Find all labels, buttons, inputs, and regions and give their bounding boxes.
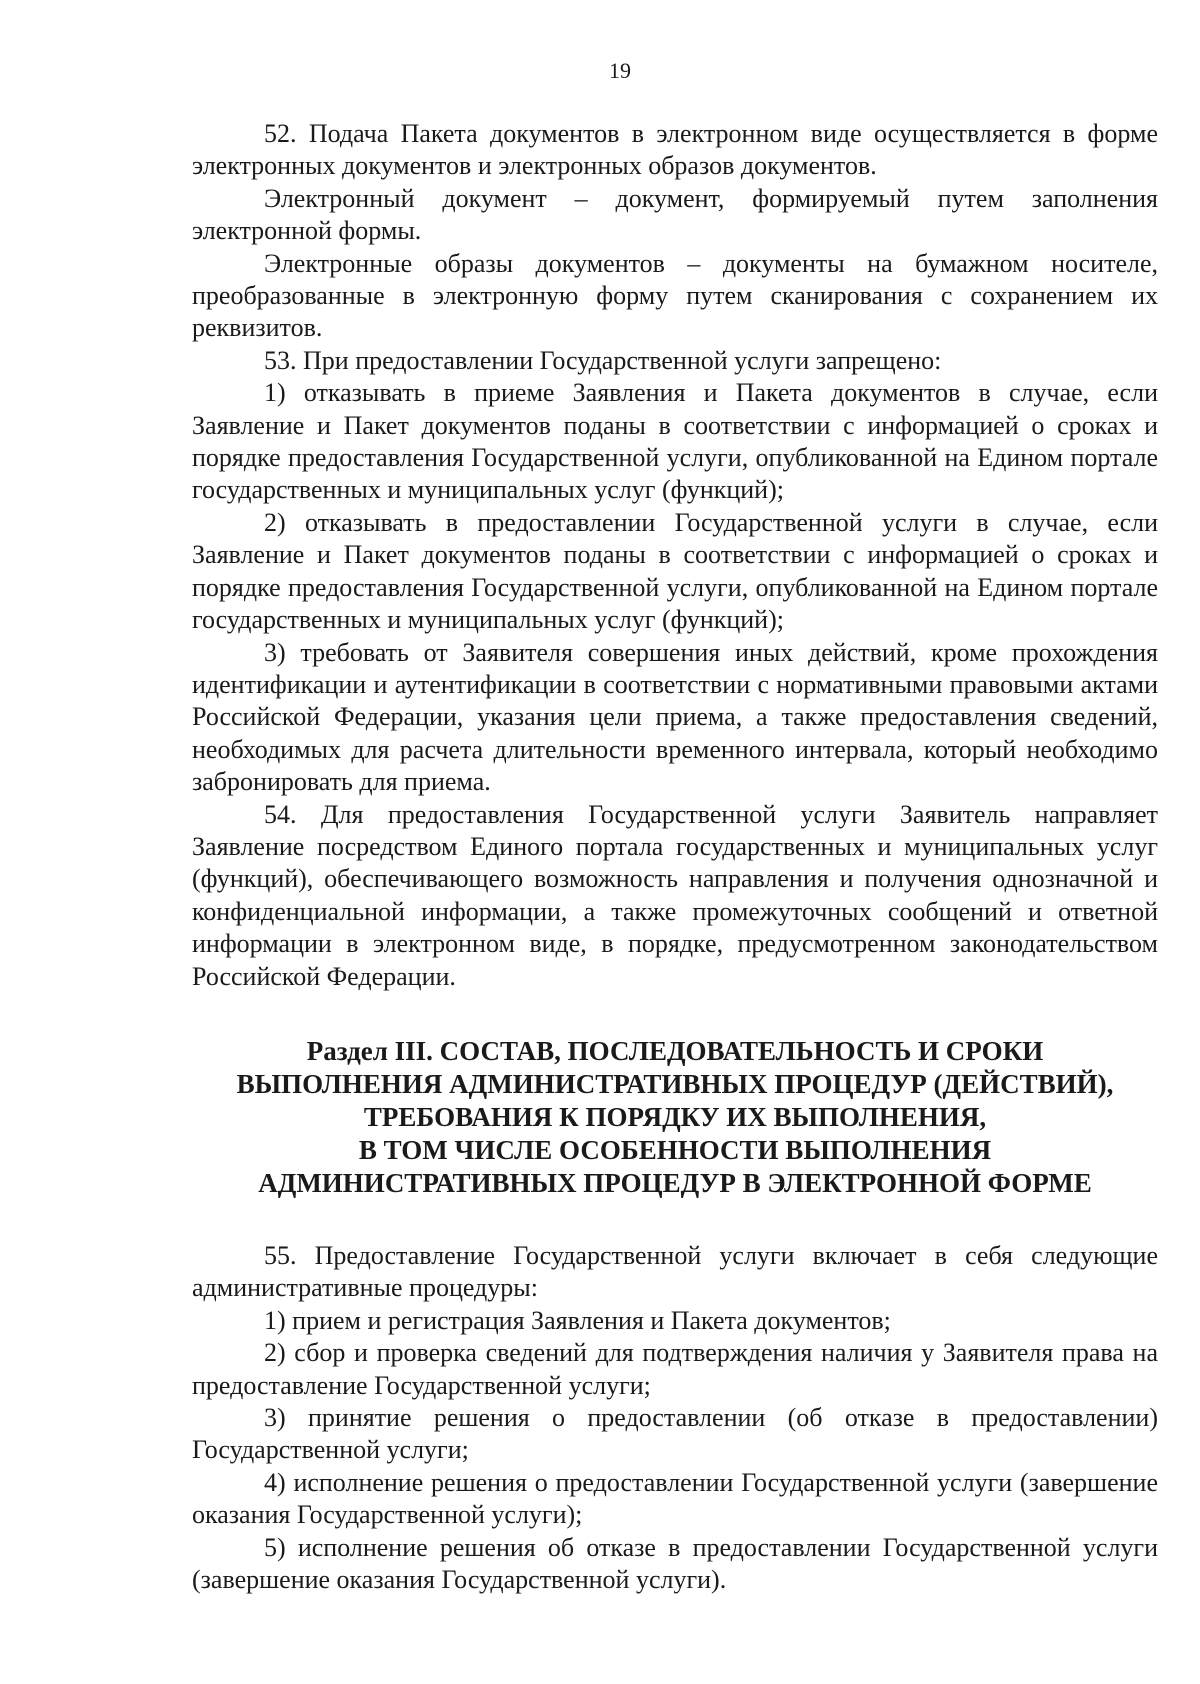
list-item-53-1: 1) отказывать в приеме Заявления и Пакета документов в случае, если Заявление и Пакет документов поданы в соответствии с информацией о сроках и порядке предоставления Государственной услуги, опубликованной на Едином портале государственных и муниципальных услуг (функций); <box>192 378 1158 505</box>
list-item-55-1: 1) прием и регистрация Заявления и Пакета документов; <box>264 1305 891 1335</box>
document-body <box>192 118 1158 1596</box>
section-heading <box>192 1035 1158 1200</box>
list-item-55-3: 3) принятие решения о предоставлении (об отказе в предоставлении) Государственной услуги; <box>192 1403 1158 1465</box>
paragraph-electronic-images: Электронные образы документов – документы на бумажном носителе, преобразованные в электронную форму путем сканирования с сохранением их реквизитов. <box>192 248 1158 343</box>
section-heading-line: АДМИНИСТРАТИВНЫХ ПРОЦЕДУР В ЭЛЕКТРОННОЙ ФОРМЕ <box>258 1167 1092 1198</box>
list-item-55-2: 2) сбор и проверка сведений для подтверждения наличия у Заявителя права на предоставление Государственной услуги; <box>192 1338 1158 1400</box>
section-heading-line: ВЫПОЛНЕНИЯ АДМИНИСТРАТИВНЫХ ПРОЦЕДУР (ДЕЙСТВИЙ), <box>236 1068 1114 1099</box>
page-number: 19 <box>609 58 631 83</box>
list-item-55-5: 5) исполнение решения об отказе в предоставлении Государственной услуги (завершение оказания Государственной услуги). <box>192 1532 1158 1595</box>
paragraph-electronic-document: Электронный документ – документ, формируемый путем заполнения электронной формы. <box>192 183 1158 246</box>
section-heading-line: ТРЕБОВАНИЯ К ПОРЯДКУ ИХ ВЫПОЛНЕНИЯ, <box>363 1101 987 1132</box>
paragraph-53: 53. При предоставлении Государственной услуги запрещено: <box>264 345 942 375</box>
list-item-55-4: 4) исполнение решения о предоставлении Государственной услуги (завершение оказания Государственной услуги); <box>192 1467 1158 1530</box>
paragraph-52: 52. Подача Пакета документов в электронном виде осуществляется в форме электронных документов и электронных образов документов. <box>192 119 1158 181</box>
section-heading-line: В ТОМ ЧИСЛЕ ОСОБЕННОСТИ ВЫПОЛНЕНИЯ <box>358 1134 992 1165</box>
paragraph-55: 55. Предоставление Государственной услуги включает в себя следующие административные процедуры: <box>192 1240 1158 1303</box>
list-item-53-3: 3) требовать от Заявителя совершения иных действий, кроме прохождения идентификации и аутентификации в соответствии с нормативными правовыми актами Российской Федерации, указания цели приема, а также предоставления сведений, необходимых для расчета длительности временного интервала, который необходимо забронировать для приема. <box>192 637 1158 797</box>
paragraph-54: 54. Для предоставления Государственной услуги Заявитель направляет Заявление посредством Единого портала государственных и муниципальных услуг (функций), обеспечивающего возможность направления и получения однозначной и конфиденциальной информации, а также промежуточных сообщений и ответной информации в электронном виде, в порядке, предусмотренном законодательством Российской Федерации. <box>192 799 1158 991</box>
section-heading-line: Раздел III. СОСТАВ, ПОСЛЕДОВАТЕЛЬНОСТЬ И СРОКИ <box>306 1035 1044 1066</box>
list-item-53-2: 2) отказывать в предоставлении Государственной услуги в случае, если Заявление и Пакет документов поданы в соответствии с информацией о сроках и порядке предоставления Государственной услуги, опубликованной на Едином портале государственных и муниципальных услуг (функций); <box>192 507 1158 635</box>
